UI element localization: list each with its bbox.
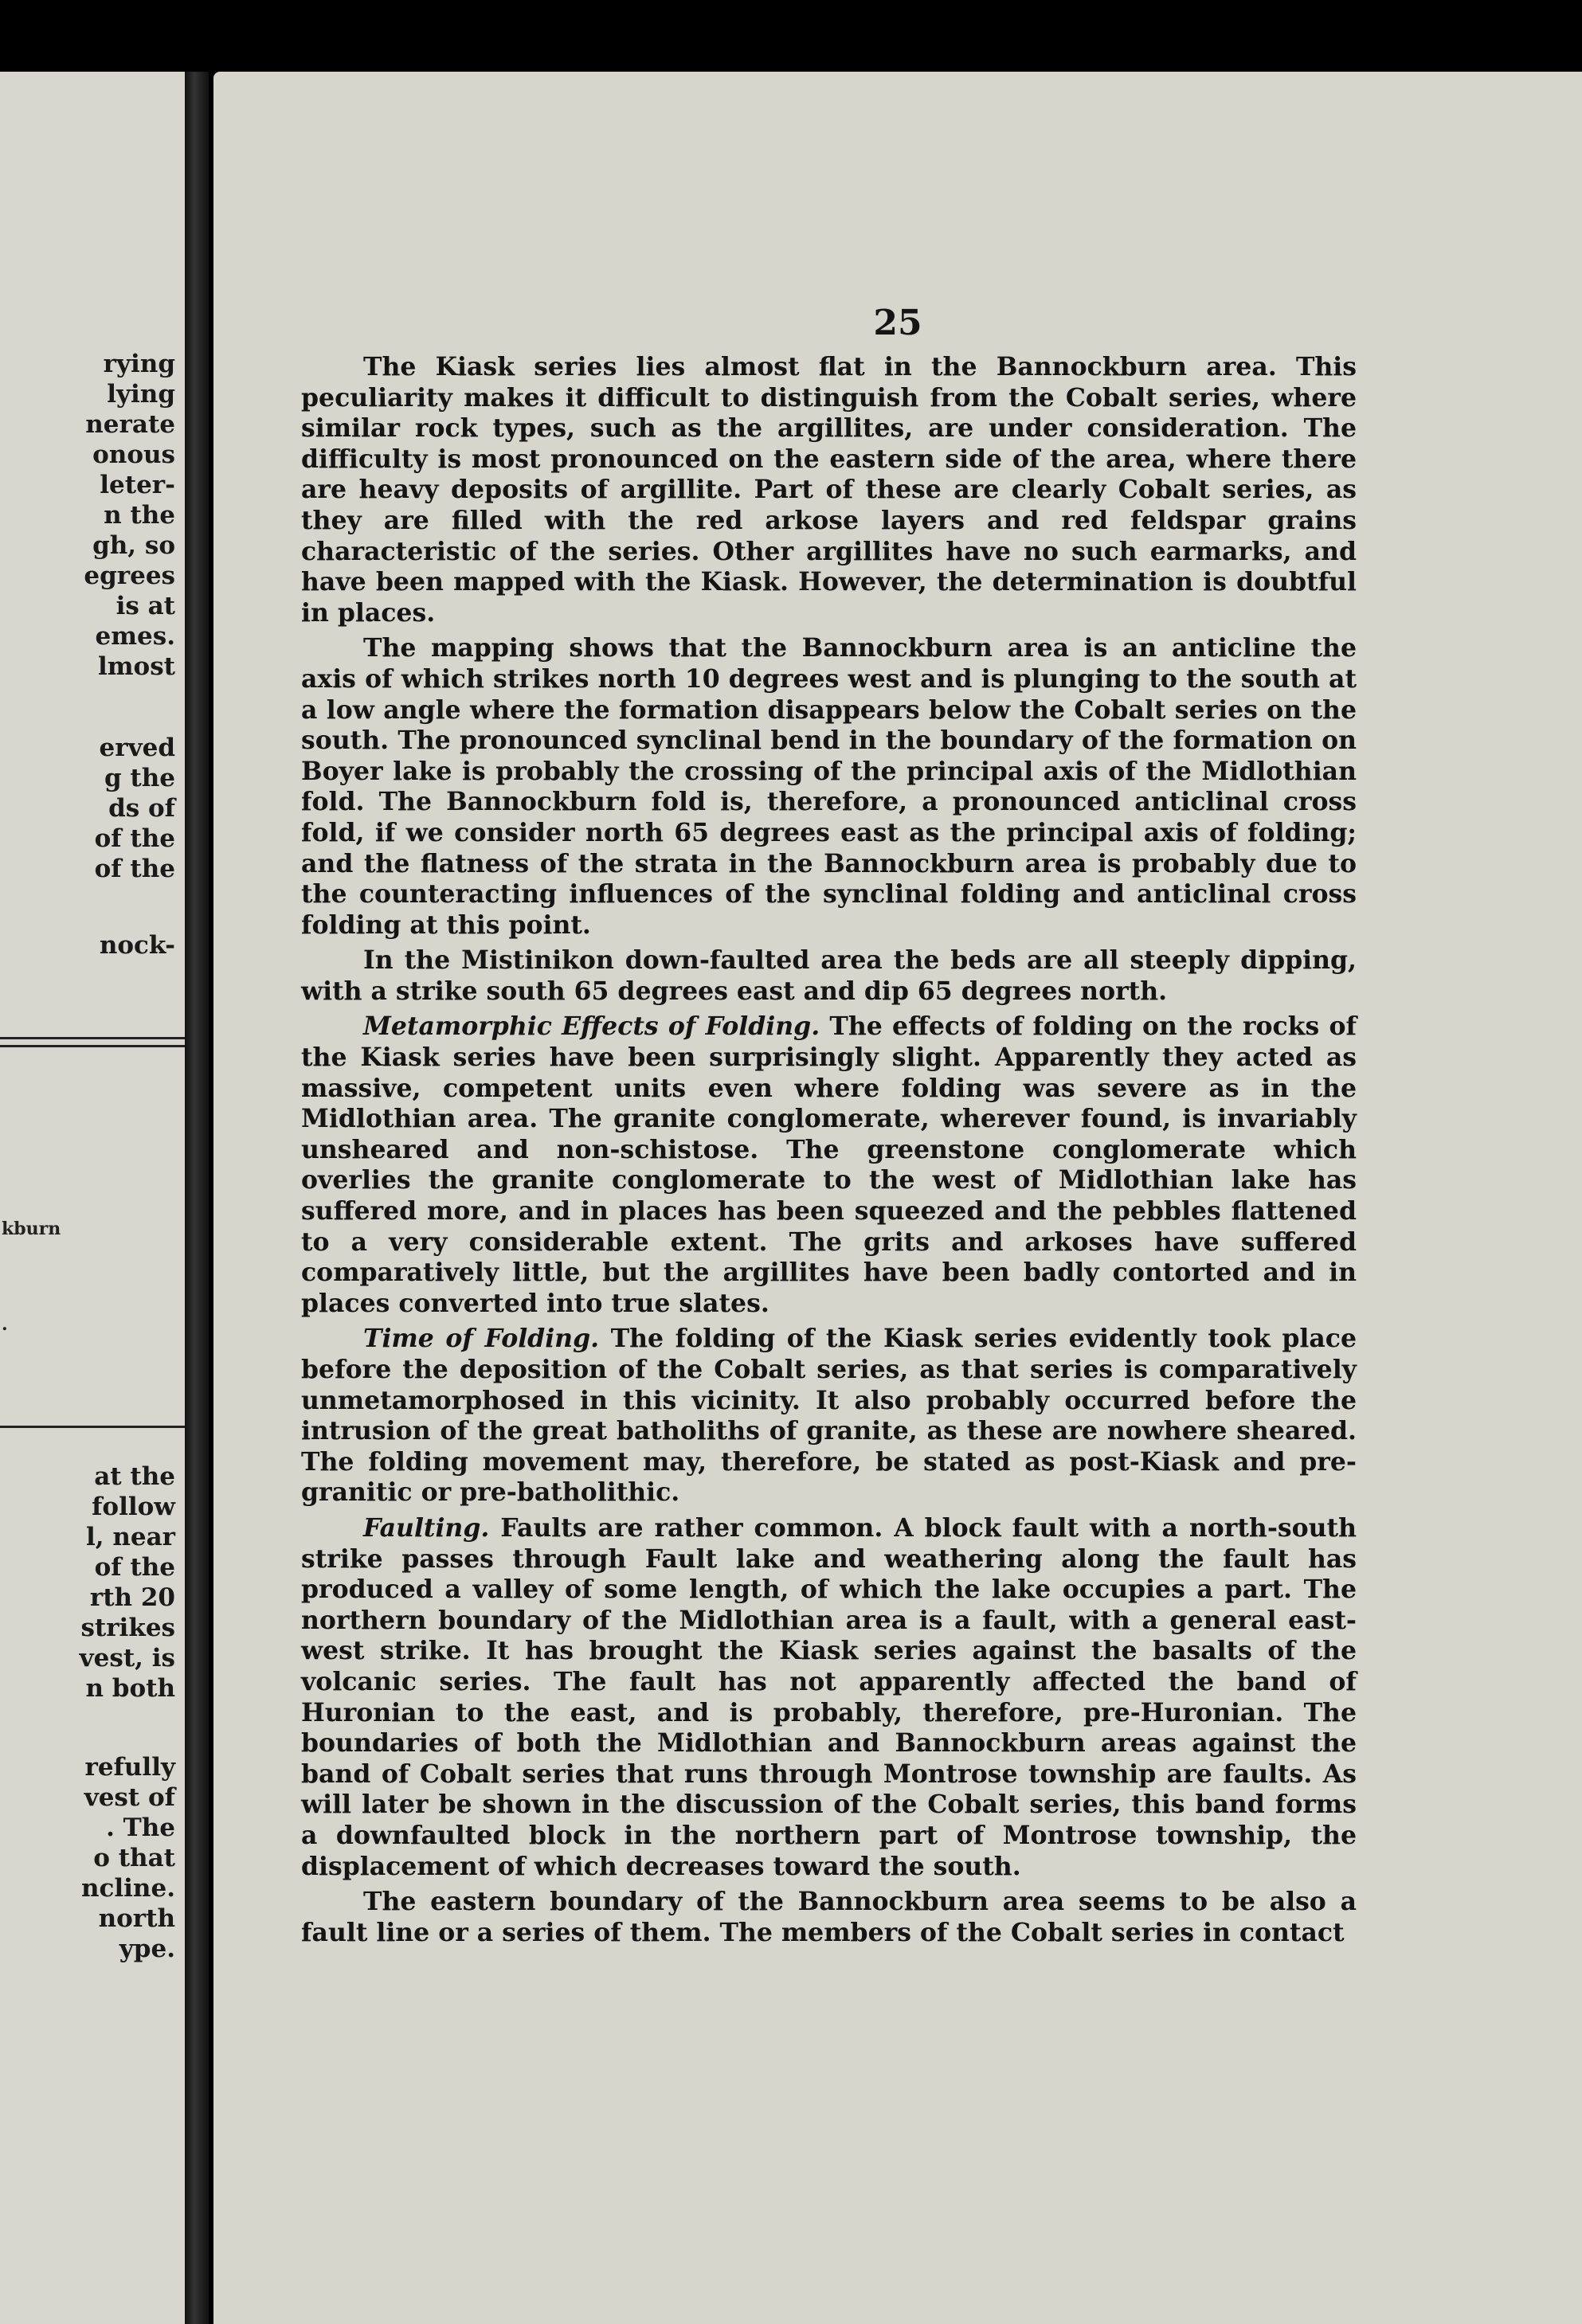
paragraph-text: The folding of the Kiask series evidently took place before the deposition of the Cobalt series, as that series is comparatively unmetamorphosed in this vicinity. It also probably occurred before the intrusion of the great batholiths of granite, as these are nowhere sheared. The folding movement may, therefore, be stated as post-Kiask and pre-granitic or pre-batholithic. (301, 1324, 1357, 1508)
main-page (213, 72, 1582, 2324)
fragment-line: g the (104, 764, 175, 792)
fragment-line: emes. (95, 622, 175, 651)
paragraph (301, 633, 1357, 941)
fragment-line: ype. (119, 1935, 175, 1963)
paragraph (301, 1887, 1357, 1948)
fragment-line: ncline. (80, 1874, 175, 1903)
fragment-line: n both (85, 1674, 175, 1703)
rule-line (0, 1037, 185, 1039)
book-gutter (185, 72, 209, 2324)
fragment-line: of the (94, 824, 175, 853)
paragraph-text: The eastern boundary of the Bannockburn area seems to be also a fault line or a series of them. The members of the Cobalt series in contact (301, 1887, 1357, 1947)
fragment-line: egrees (84, 561, 175, 590)
fragment-line: . The (106, 1813, 175, 1842)
fragment-line: is at (116, 592, 175, 620)
fragment-line: at the (94, 1462, 175, 1491)
fragment-line: o that (93, 1844, 175, 1872)
fragment-line: rth 20 (89, 1583, 175, 1612)
fragment-line: lying (107, 380, 175, 409)
fragment-line: refully (84, 1753, 175, 1782)
paragraph (301, 1011, 1357, 1319)
paragraph-text: The mapping shows that the Bannockburn area is an anticline the axis of which strikes north 10 degrees west and is plunging to the south at a low angle where the formation disappears below the Cobalt series on the south. The pronounced synclinal bend in the boundary of the formation on Boyer lake is probably the crossing of the principal axis of the Midlothian fold. The Bannockburn fold is, therefore, a pronounced anticlinal cross fold, if we consider north 65 degrees east as the principal axis of folding; and the flatness of the strata in the Bannockburn area is probably due to the counteracting influences of the synclinal folding and anticlinal cross folding at this point. (301, 633, 1357, 940)
body-text (301, 352, 1357, 1953)
fragment-line: vest, is (79, 1644, 175, 1673)
fragment-label: kburn (2, 1219, 61, 1239)
page-number: 25 (873, 303, 922, 343)
fragment-line: nerate (85, 410, 175, 439)
paragraph-text: In the Mistinikon down-faulted area the beds are all steeply dipping, with a strike south 65 degrees east and dip 65 degrees north. (301, 945, 1357, 1006)
fragment-line: gh, so (92, 531, 175, 560)
rule-line (0, 1426, 185, 1428)
rule-line (0, 1045, 185, 1047)
paragraph (301, 352, 1357, 628)
fragment-line: onous (92, 440, 175, 469)
paragraph-text: Faults are rather common. A block fault with a north-south strike passes through Fault lake and weathering along the fault has produced a valley of some length, of which the lake occupies a part. The northern boundary of the Midlothian area is a fault, with a general east-west strike. It has brought the Kiask series against the basalts of the volcanic series. The fault has not apparently affected the band of Huronian to the east, and is probably, therefore, pre-Huronian. The boundaries of both the Midlothian and Bannockburn areas against the band of Cobalt series that runs through Montrose township are faults. As will later be shown in the discussion of the Cobalt series, this band forms a downfaulted block in the northern part of Montrose township, the displacement of which decreases toward the south. (301, 1512, 1357, 1881)
fragment-line: vest of (84, 1783, 175, 1812)
paragraph (301, 1324, 1357, 1508)
previous-page-fragment (0, 72, 185, 2324)
fragment-dot: . (2, 1314, 8, 1335)
paragraph (301, 945, 1357, 1007)
fragment-line: nock- (99, 931, 175, 960)
fragment-line: strikes (80, 1614, 175, 1642)
fragment-line: erved (99, 734, 175, 762)
paragraph-text: The effects of folding on the rocks of the Kiask series have been surprisingly slight. Apparently they acted as massive, competent units even where folding was severe as in the Midlothian area. The granite conglomerate, wherever found, is invariably unsheared and non-schistose. The greenstone conglomerate which overlies the granite conglomerate to the west of Midlothian lake has suffered more, and in places has been squeezed and the pebbles flattened to a very considerable extent. The grits and arkoses have suffered comparatively little, but the argillites have been badly contorted and in places converted into true slates. (301, 1011, 1357, 1318)
paragraph-text: The Kiask series lies almost flat in the Bannockburn area. This peculiarity makes it difficult to distinguish from the Cobalt series, where similar rock types, such as the argillites, are under consideration. The difficulty is most pronounced on the eastern side of the area, where there are heavy deposits of argillite. Part of these are clearly Cobalt series, as they are filled with the red arkose layers and red feldspar grains characteristic of the series. Other argillites have no such earmarks, and have been mapped with the Kiask. However, the determination is doubtful in places. (301, 352, 1357, 628)
section-heading: Metamorphic Effects of Folding. (363, 1011, 820, 1042)
fragment-line: ds of (108, 794, 175, 823)
fragment-line: l, near (85, 1523, 175, 1551)
fragment-line: rying (103, 350, 175, 378)
fragment-line: leter- (100, 471, 175, 499)
fragment-line: n the (104, 501, 175, 530)
fragment-line: of the (94, 1553, 175, 1582)
section-heading: Time of Folding. (363, 1324, 600, 1354)
paragraph (301, 1513, 1357, 1882)
fragment-line: follow (92, 1493, 175, 1521)
fragment-line: of the (94, 855, 175, 883)
fragment-line: north (98, 1904, 175, 1933)
fragment-line: lmost (97, 652, 175, 681)
section-heading: Faulting. (363, 1512, 490, 1543)
